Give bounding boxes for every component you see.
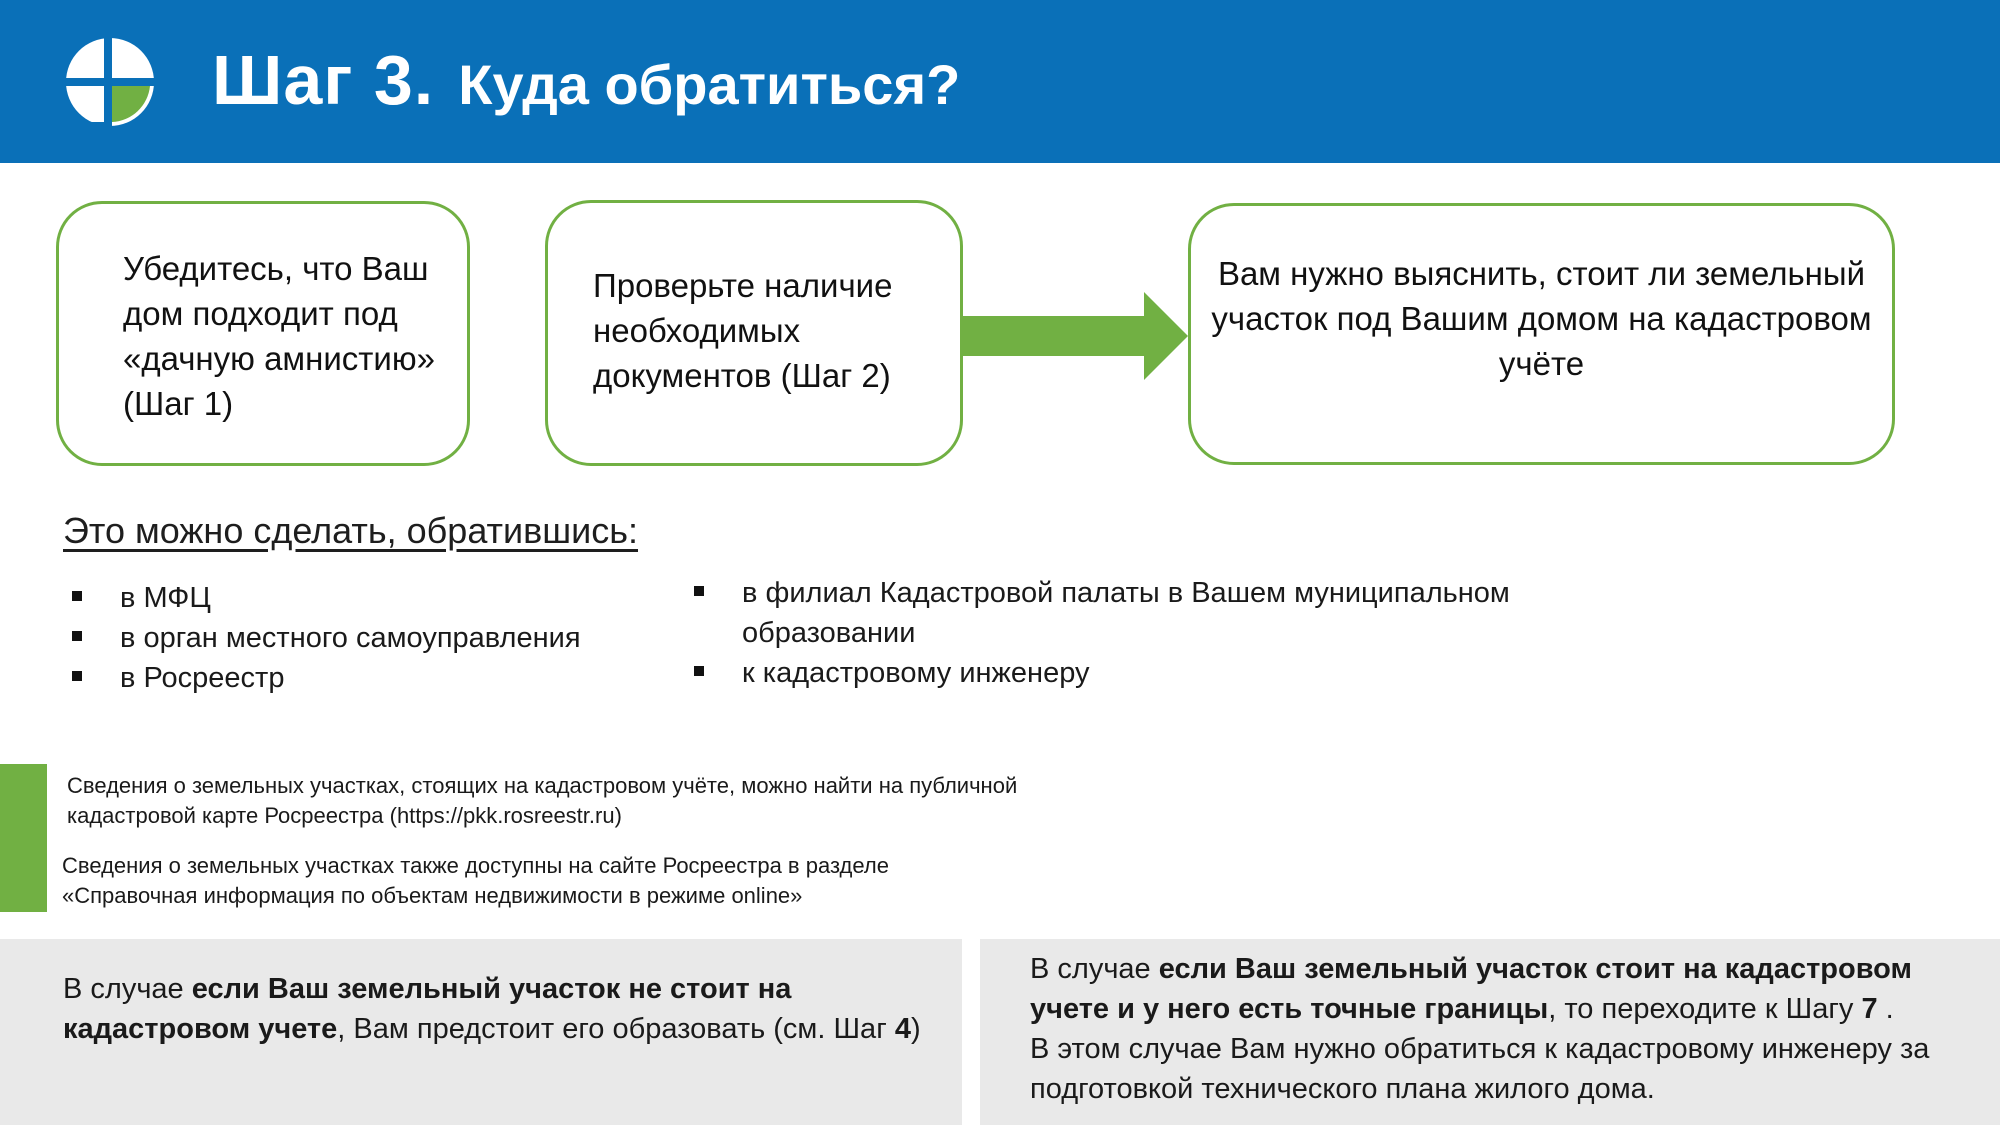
- panel-step-number: 7: [1861, 993, 1878, 1025]
- accent-bar: [0, 764, 47, 912]
- note-online-reference: [62, 851, 1162, 911]
- panel-step-number: 4: [894, 1013, 911, 1045]
- note-line: «Справочная информация по объектам недвижимости в режиме online»: [62, 883, 803, 908]
- list-item: [66, 658, 666, 698]
- panel-text: .: [1877, 993, 1894, 1025]
- flow-box-step2: Проверьте наличие необходимых документов (Шаг 2): [545, 200, 963, 466]
- note-line: Сведения о земельных участках также доступны на сайте Росреестра в разделе: [62, 853, 889, 878]
- bullet-icon: [72, 591, 82, 601]
- bullet-icon: [72, 671, 82, 681]
- bullet-icon: [72, 631, 82, 641]
- title-question: Куда обратиться?: [458, 53, 961, 116]
- note-public-map: [67, 771, 1167, 831]
- list-item: [66, 578, 666, 618]
- page-title: [212, 40, 960, 124]
- panel-bold-text: если Ваш земельный участок не стоит на кадастровом учете: [63, 973, 792, 1045]
- panel-registered: [980, 939, 2000, 1125]
- flow-box-step1: Убедитесь, что Ваш дом подходит под «дачную амнистию» (Шаг 1): [56, 201, 470, 466]
- list-item-label: к кадастровому инженеру: [742, 657, 1090, 689]
- list-item: [688, 653, 1588, 693]
- contacts-list-right: [688, 573, 1588, 693]
- bullet-icon: [694, 666, 704, 676]
- list-item-label: в Росреестр: [120, 662, 285, 694]
- panel-paragraph: [1030, 949, 1980, 1029]
- panel-text: В случае: [1030, 953, 1159, 985]
- panel-text: В случае: [63, 973, 192, 1005]
- list-item-label: в МФЦ: [120, 582, 211, 614]
- list-item: [66, 618, 666, 658]
- title-step: Шаг 3.: [212, 41, 435, 119]
- note-line: Сведения о земельных участках, стоящих на кадастровом учёте, можно найти на публичной: [67, 773, 1018, 798]
- panel-text: , то переходите к Шагу: [1548, 993, 1862, 1025]
- note-line: кадастровой карте Росреестра (https://pkk.rosreestr.ru): [67, 803, 622, 828]
- contacts-list-left: [66, 578, 666, 698]
- list-item-label: в орган местного самоуправления: [120, 622, 581, 654]
- contacts-subtitle: Это можно сделать, обратившись:: [63, 510, 639, 551]
- header-bar: [0, 0, 2000, 163]
- panel-text: , Вам предстоит его образовать (см. Шаг: [337, 1013, 895, 1045]
- right-arrow-icon: [963, 292, 1188, 380]
- list-item-label: в филиал Кадастровой палаты в Вашем муниципальном образовании: [742, 577, 1510, 649]
- panel-not-registered: [0, 939, 962, 1125]
- list-item: [688, 573, 1588, 653]
- flow-box-cadastral-check: Вам нужно выяснить, стоит ли земельный участок под Вашим домом на кадастровом учёте: [1188, 203, 1895, 465]
- rosreestr-logo-icon: [64, 22, 156, 154]
- panel-paragraph: В этом случае Вам нужно обратиться к кадастровому инженеру за подготовкой технического плана жилого дома.: [1030, 1033, 1930, 1105]
- panel-text: ): [910, 1013, 921, 1045]
- bullet-icon: [694, 586, 704, 596]
- panel-bold-text: если Ваш земельный участок стоит на кадастровом учете и у него есть точные границы: [1030, 953, 1912, 1025]
